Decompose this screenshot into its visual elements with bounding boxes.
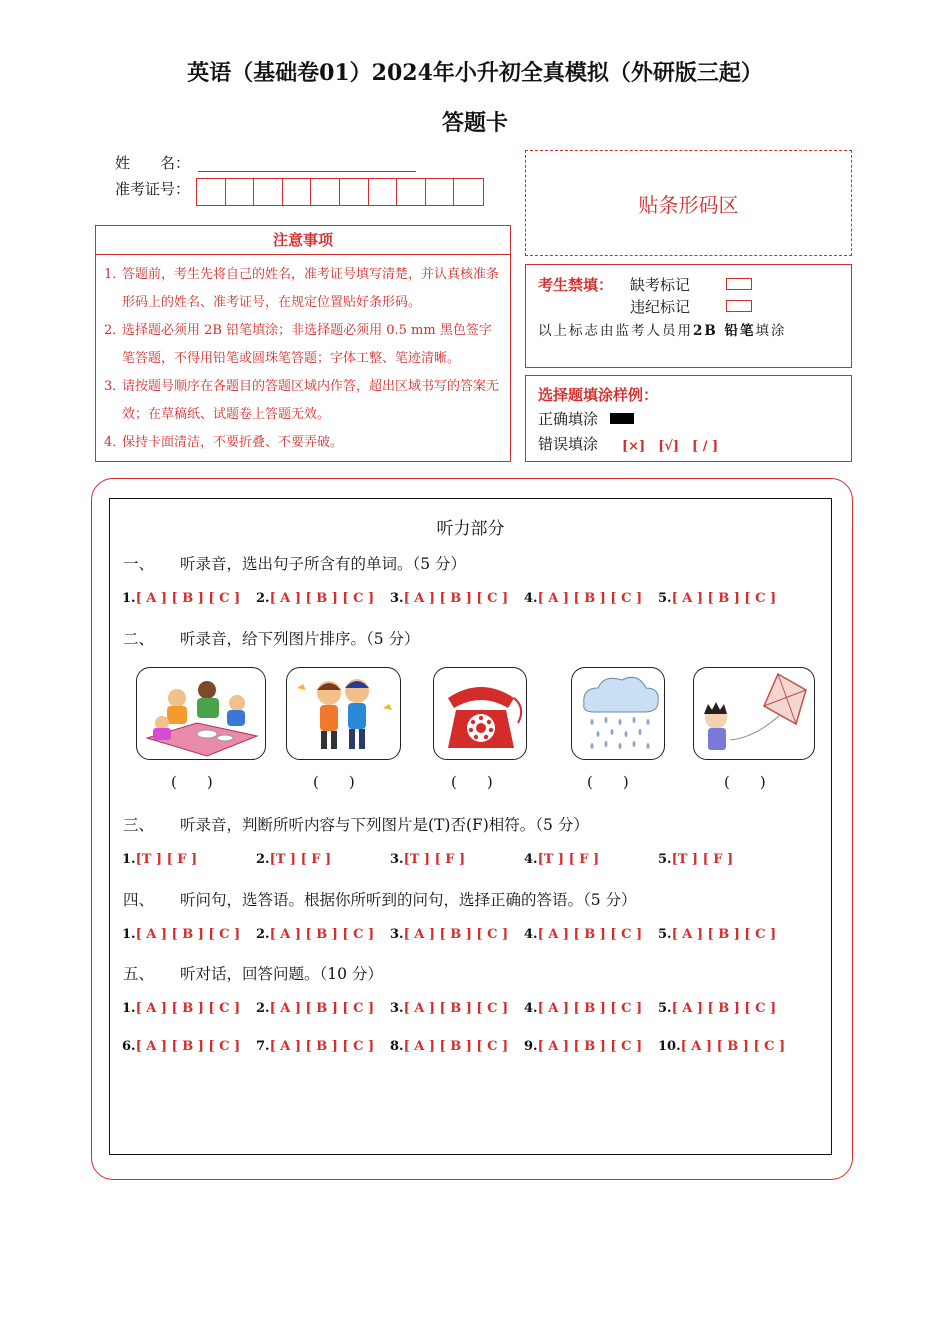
exam-id-digit[interactable]	[340, 179, 369, 205]
violation-mark-box[interactable]	[726, 300, 752, 312]
violation-label: 违纪标记	[630, 298, 691, 316]
answer-item[interactable]: 2.[ A ] [ B ] [ C ]	[256, 927, 375, 942]
answer-item[interactable]: 1.[ A ] [ B ] [ C ]	[122, 591, 241, 606]
exam-id-digit[interactable]	[197, 179, 226, 205]
telephone-icon	[433, 667, 527, 760]
answer-item[interactable]: 3.[ A ] [ B ] [ C ]	[390, 927, 509, 942]
exam-id-boxes[interactable]	[196, 178, 484, 206]
notice-item: 3． 请按题号顺序在各题目的答题区域内作答，超出区域书写的答案无效；在草稿纸、试题卷上答题无效。	[104, 379, 500, 422]
page-subtitle: 答题卡	[441, 110, 508, 136]
answer-item[interactable]: 1.[ A ] [ B ] [ C ]	[122, 1001, 241, 1016]
exam-id-digit[interactable]	[283, 179, 312, 205]
answer-item[interactable]: 2.[ A ] [ B ] [ C ]	[256, 1001, 375, 1016]
exam-id-digit[interactable]	[226, 179, 255, 205]
answer-item[interactable]: 5.[ A ] [ B ] [ C ]	[658, 1001, 777, 1016]
forbid-label: 考生禁填：	[538, 276, 614, 294]
answer-item[interactable]: 4.[ A ] [ B ] [ C ]	[524, 927, 643, 942]
answer-item[interactable]: 7.[ A ] [ B ] [ C ]	[256, 1039, 375, 1054]
answer-item[interactable]: 4.[ A ] [ B ] [ C ]	[524, 591, 643, 606]
exam-id-digit[interactable]	[454, 179, 483, 205]
answer-item[interactable]: 2.[T ] [ F ]	[256, 852, 332, 867]
order-answer-blank[interactable]: ( )	[171, 773, 213, 791]
answer-item[interactable]: 8.[ A ] [ B ] [ C ]	[390, 1039, 509, 1054]
order-answer-blank[interactable]: ( )	[587, 773, 629, 791]
exam-id-digit[interactable]	[254, 179, 283, 205]
notice-box	[95, 225, 511, 462]
answer-item[interactable]: 3.[T ] [ F ]	[390, 852, 466, 867]
notice-item: 1． 答题前，考生先将自己的姓名，准考证号填写清楚，并认真核准条形码上的姓名、准考证号，在规定位置贴好条形码。	[104, 267, 500, 310]
exam-id-label: 准考证号：	[115, 180, 191, 198]
question-heading-5: 五、 听对话，回答问题。（10 分）	[123, 965, 383, 983]
order-answer-blank[interactable]: ( )	[724, 773, 766, 791]
exam-id-digit[interactable]	[426, 179, 455, 205]
answer-item[interactable]: 3.[ A ] [ B ] [ C ]	[390, 591, 509, 606]
barcode-area	[525, 150, 852, 256]
question-heading-1: 一、 听录音，选出句子所含有的单词。（5 分）	[123, 555, 467, 573]
correct-fill-label: 正确填涂	[538, 410, 599, 428]
notice-item: 4． 保持卡面清洁，不要折叠、不要弄破。	[104, 435, 344, 450]
exam-id-digit[interactable]	[369, 179, 398, 205]
wrong-fill-samples: [×] [√] [ / ]	[622, 439, 719, 454]
name-field[interactable]	[198, 170, 416, 172]
exam-id-digit[interactable]	[397, 179, 426, 205]
sample-heading: 选择题填涂样例：	[538, 386, 659, 404]
answer-item[interactable]: 10.[ A ] [ B ] [ C ]	[658, 1039, 786, 1054]
order-answer-blank[interactable]: ( )	[451, 773, 493, 791]
notice-item: 2． 选择题必须用 2B 铅笔填涂；非选择题必须用 0.5 mm 黑色签字笔答题，不得用铅笔或圆珠笔答题；字体工整、笔迹清晰。	[104, 323, 492, 366]
fill-sample-box	[525, 375, 852, 462]
page-title: 英语（基础卷01）2024年小升初全真模拟（外研版三起）	[187, 60, 763, 86]
absent-mark-box[interactable]	[726, 278, 752, 290]
answer-item[interactable]: 4.[T ] [ F ]	[524, 852, 600, 867]
answer-item[interactable]: 6.[ A ] [ B ] [ C ]	[122, 1039, 241, 1054]
name-label: 姓 名：	[115, 154, 191, 172]
question-heading-4: 四、 听问句，选答语。根据你所听到的问句，选择正确的答语。（5 分）	[123, 891, 637, 909]
absent-label: 缺考标记	[630, 276, 691, 294]
picnic-icon	[136, 667, 266, 760]
exam-id-digit[interactable]	[311, 179, 340, 205]
answer-item[interactable]: 3.[ A ] [ B ] [ C ]	[390, 1001, 509, 1016]
answer-row	[122, 1001, 792, 1016]
barcode-label: 贴条形码区	[638, 192, 739, 217]
question-heading-2: 二、 听录音，给下列图片排序。（5 分）	[123, 630, 420, 648]
answer-item[interactable]: 5.[ A ] [ B ] [ C ]	[658, 591, 777, 606]
answer-item[interactable]: 4.[ A ] [ B ] [ C ]	[524, 1001, 643, 1016]
section-title: 听力部分	[436, 519, 505, 539]
notice-heading: 注意事项	[96, 226, 510, 255]
answer-item[interactable]: 2.[ A ] [ B ] [ C ]	[256, 591, 375, 606]
answer-row	[122, 927, 792, 942]
answer-item[interactable]: 5.[ A ] [ B ] [ C ]	[658, 927, 777, 942]
kite-icon	[693, 667, 815, 760]
answer-item[interactable]: 9.[ A ] [ B ] [ C ]	[524, 1039, 643, 1054]
answer-item[interactable]: 1.[T ] [ F ]	[122, 852, 198, 867]
correct-fill-sample	[610, 413, 634, 424]
wrong-fill-label: 错误填涂	[538, 435, 599, 453]
answer-row	[122, 852, 792, 867]
rain-icon	[571, 667, 665, 760]
answer-item[interactable]: 5.[T ] [ F ]	[658, 852, 734, 867]
question-heading-3: 三、 听录音，判断所听内容与下列图片是(T)否(F)相符。（5 分）	[123, 816, 589, 834]
forbid-note: 以上标志由监考人员用2B 铅笔填涂	[538, 323, 787, 339]
order-answer-blank[interactable]: ( )	[313, 773, 355, 791]
invigilator-box	[525, 264, 852, 368]
answer-row	[122, 1039, 792, 1054]
children-icon	[286, 667, 401, 760]
answer-item[interactable]: 1.[ A ] [ B ] [ C ]	[122, 927, 241, 942]
answer-row	[122, 591, 792, 606]
